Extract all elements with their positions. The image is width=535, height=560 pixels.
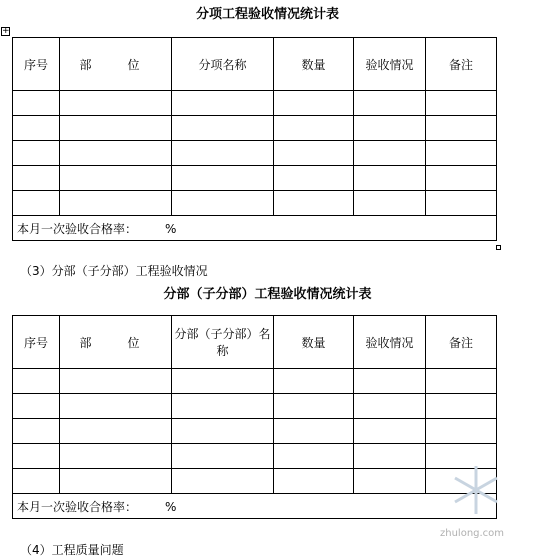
table-cell[interactable] [13,191,60,216]
section-3-heading: （3）分部（子分部）工程验收情况 [20,264,208,278]
pass-rate-unit: % [165,221,177,236]
table-cell[interactable] [426,116,497,141]
column-header: 部 位 [60,38,172,91]
table-cell[interactable] [13,369,60,394]
table-header-row [13,316,497,369]
watermark-text: zhulong.com [440,528,505,539]
table-cell[interactable] [426,369,497,394]
table-cell[interactable] [60,191,172,216]
table-cell[interactable] [354,116,426,141]
column-header: 部 位 [60,316,172,369]
column-header: 备注 [426,316,497,369]
column-header: 序号 [13,38,60,91]
table-cell[interactable] [274,166,354,191]
table-cell[interactable] [426,394,497,419]
table-row [13,91,497,116]
column-header: 验收情况 [354,38,426,91]
table-cell[interactable] [172,419,274,444]
table-header-row [13,38,497,91]
table-cell[interactable] [172,91,274,116]
table-cell[interactable] [60,91,172,116]
table-cell[interactable] [426,191,497,216]
table-resize-handle-icon[interactable] [496,245,501,250]
table-cell[interactable] [13,141,60,166]
table-cell[interactable] [60,444,172,469]
table-cell[interactable] [354,369,426,394]
table-cell[interactable] [172,141,274,166]
pass-rate-cell[interactable] [13,494,497,519]
table-cell[interactable] [354,91,426,116]
column-header: 分项名称 [172,38,274,91]
pass-rate-label: 本月一次验收合格率： [17,221,138,236]
pass-rate-cell[interactable] [13,216,497,241]
table-cell[interactable] [274,444,354,469]
table-cell[interactable] [354,444,426,469]
table-cell[interactable] [354,141,426,166]
table-row [13,141,497,166]
table-row [13,394,497,419]
table-cell[interactable] [13,91,60,116]
column-header: 备注 [426,38,497,91]
column-header: 序号 [13,316,60,369]
table-cell[interactable] [274,369,354,394]
column-header: 数量 [274,316,354,369]
table-row [13,369,497,394]
table-cell[interactable] [13,166,60,191]
table2-title: 分部（子分部）工程验收情况统计表 [163,287,372,302]
table-cell[interactable] [60,166,172,191]
table-cell[interactable] [60,369,172,394]
table-cell[interactable] [172,469,274,494]
table-cell[interactable] [172,444,274,469]
table-move-handle-icon[interactable]: + [2,26,10,36]
column-header: 分部（子分部）名称 [172,316,274,369]
table-row [13,191,497,216]
pass-rate-unit: % [165,499,177,514]
table-cell[interactable] [274,419,354,444]
table-cell[interactable] [60,116,172,141]
table-cell[interactable] [274,394,354,419]
table-cell[interactable] [13,469,60,494]
table-cell[interactable] [172,191,274,216]
table-cell[interactable] [426,141,497,166]
table-cell[interactable] [60,141,172,166]
table-row [13,469,497,494]
table-cell[interactable] [354,419,426,444]
table-row [13,444,497,469]
table-cell[interactable] [172,369,274,394]
table-footer-row [13,494,497,519]
table-cell[interactable] [13,444,60,469]
table-cell[interactable] [274,469,354,494]
table-cell[interactable] [274,91,354,116]
snowflake-logo-icon [448,462,504,518]
table-row [13,166,497,191]
table-cell[interactable] [426,91,497,116]
table-cell[interactable] [274,191,354,216]
table-cell[interactable] [426,419,497,444]
table-cell[interactable] [13,116,60,141]
table-cell[interactable] [354,191,426,216]
column-header: 数量 [274,38,354,91]
table-cell[interactable] [274,141,354,166]
table-cell[interactable] [274,116,354,141]
pass-rate-label: 本月一次验收合格率： [17,499,138,514]
table-cell[interactable] [354,394,426,419]
table-footer-row [13,216,497,241]
section-4-heading: （4）工程质量问题 [20,543,124,557]
table-cell[interactable] [13,394,60,419]
table-cell[interactable] [354,166,426,191]
table-row [13,419,497,444]
table-cell[interactable] [172,394,274,419]
inspection-table-subitem [12,37,497,241]
table-cell[interactable] [60,419,172,444]
table-cell[interactable] [13,419,60,444]
table1-title: 分项工程验收情况统计表 [195,7,339,22]
table-cell[interactable] [60,394,172,419]
table-cell[interactable] [172,116,274,141]
table-cell[interactable] [426,166,497,191]
column-header: 验收情况 [354,316,426,369]
table-cell[interactable] [354,469,426,494]
table-cell[interactable] [172,166,274,191]
table-cell[interactable] [60,469,172,494]
inspection-table-division [12,315,497,519]
table-row [13,116,497,141]
